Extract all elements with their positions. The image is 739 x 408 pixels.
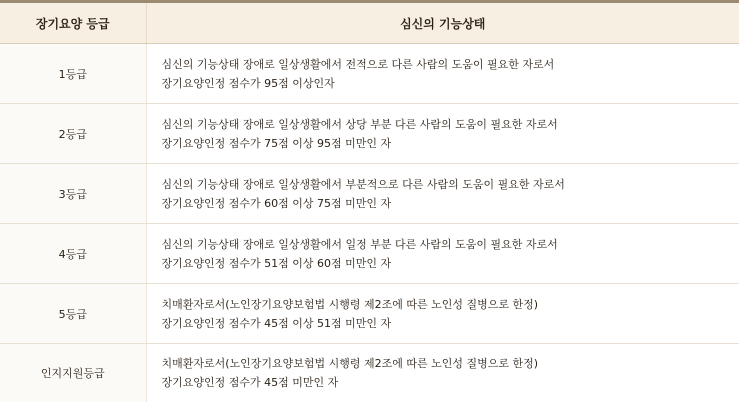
description-line: 심신의 기능상태 장애로 일상생활에서 전적으로 다른 사람의 도움이 필요한 자로서 bbox=[161, 57, 555, 71]
table-header-row bbox=[0, 3, 739, 44]
description-cell bbox=[146, 164, 739, 224]
grade-cell: 5등급 bbox=[0, 284, 146, 344]
description-line: 심신의 기능상태 장애로 일상생활에서 부분적으로 다른 사람의 도움이 필요한 자로서 bbox=[161, 177, 565, 191]
description-line: 심신의 기능상태 장애로 일상생활에서 상당 부분 다른 사람의 도움이 필요한 자로서 bbox=[161, 117, 558, 131]
description-line: 장기요양인정 점수가 51점 이상 60점 미만인 자 bbox=[161, 256, 392, 270]
description-cell bbox=[146, 344, 739, 403]
header-description: 심신의 기능상태 bbox=[146, 3, 739, 44]
table-row bbox=[0, 164, 739, 224]
description-cell bbox=[146, 104, 739, 164]
description-cell bbox=[146, 284, 739, 344]
grade-cell: 인지지원등급 bbox=[0, 344, 146, 403]
description-cell bbox=[146, 44, 739, 104]
table-row bbox=[0, 44, 739, 104]
grade-cell: 3등급 bbox=[0, 164, 146, 224]
description-cell bbox=[146, 224, 739, 284]
description-line: 치매환자로서(노인장기요양보험법 시행령 제2조에 따른 노인성 질병으로 한정) bbox=[161, 357, 539, 370]
header-grade: 장기요양 등급 bbox=[0, 3, 146, 44]
grade-cell: 4등급 bbox=[0, 224, 146, 284]
description-line: 치매환자로서(노인장기요양보험법 시행령 제2조에 따른 노인성 질병으로 한정) bbox=[161, 297, 539, 311]
table-row bbox=[0, 224, 739, 284]
table-row bbox=[0, 284, 739, 344]
grade-cell: 2등급 bbox=[0, 104, 146, 164]
table-row bbox=[0, 104, 739, 164]
table-row bbox=[0, 344, 739, 403]
description-line: 심신의 기능상태 장애로 일상생활에서 일정 부분 다른 사람의 도움이 필요한 자로서 bbox=[161, 237, 558, 251]
description-line: 장기요양인정 점수가 60점 이상 75점 미만인 자 bbox=[161, 196, 392, 210]
description-line: 장기요양인정 점수가 45점 미만인 자 bbox=[161, 376, 339, 389]
grade-cell: 1등급 bbox=[0, 44, 146, 104]
description-line: 장기요양인정 점수가 95점 이상인자 bbox=[161, 76, 335, 90]
description-line: 장기요양인정 점수가 45점 이상 51점 미만인 자 bbox=[161, 316, 392, 330]
description-line: 장기요양인정 점수가 75점 이상 95점 미만인 자 bbox=[161, 136, 392, 150]
